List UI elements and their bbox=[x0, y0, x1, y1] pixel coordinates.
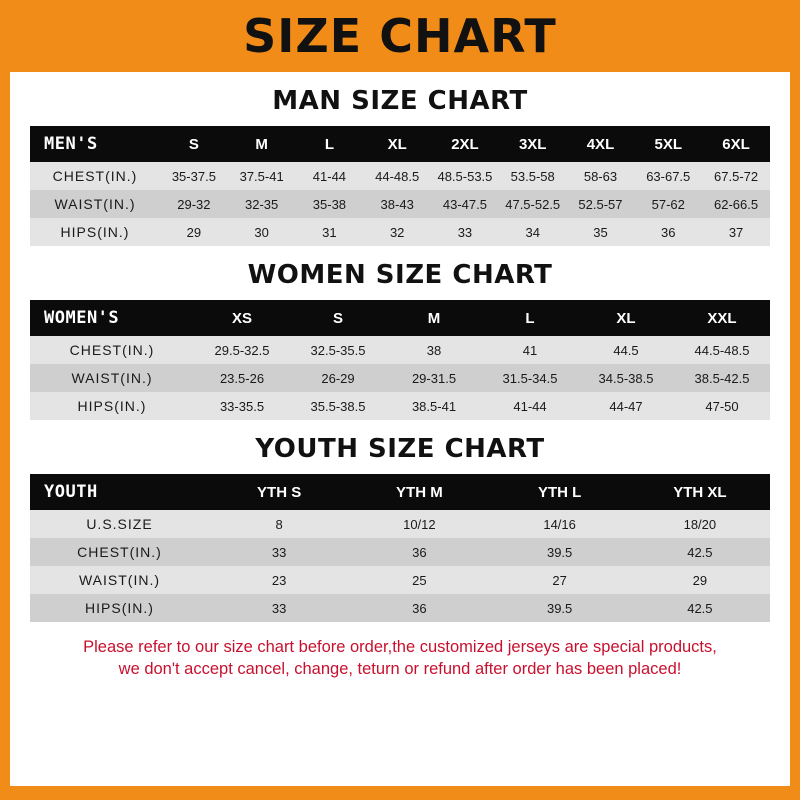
table-cell: 34.5-38.5 bbox=[598, 370, 654, 386]
table-header-row bbox=[30, 300, 770, 336]
table-cell: 33 bbox=[271, 600, 287, 616]
table-cell: 44-48.5 bbox=[375, 168, 420, 184]
table-row bbox=[30, 510, 770, 538]
men-corner-label: MEN'S bbox=[44, 134, 98, 154]
table-row bbox=[30, 538, 770, 566]
table-cell: 57-62 bbox=[651, 196, 685, 212]
table-cell: 8 bbox=[275, 516, 283, 532]
table-cell: 38-43 bbox=[380, 196, 414, 212]
women-col-header: L bbox=[525, 309, 535, 327]
table-cell: 23 bbox=[271, 572, 287, 588]
table-cell: 32.5-35.5 bbox=[310, 342, 366, 358]
men-col-header: 5XL bbox=[654, 135, 682, 153]
men-col-header: XL bbox=[387, 135, 407, 153]
row-label: CHEST(IN.) bbox=[77, 544, 162, 560]
table-header-row bbox=[30, 126, 770, 162]
women-col-header: M bbox=[427, 309, 441, 327]
table-cell: 33 bbox=[457, 224, 473, 240]
row-label: CHEST(IN.) bbox=[69, 342, 155, 358]
table-cell: 67.5-72 bbox=[714, 168, 759, 184]
table-row bbox=[30, 392, 770, 420]
women-size-table bbox=[30, 300, 770, 420]
youth-col-header: YTH S bbox=[257, 483, 302, 501]
row-label: HIPS(IN.) bbox=[85, 600, 154, 616]
men-col-header: L bbox=[324, 135, 334, 153]
table-cell: 35-37.5 bbox=[171, 168, 216, 184]
men-table-body bbox=[30, 162, 770, 246]
table-row bbox=[30, 594, 770, 622]
table-header-row bbox=[30, 474, 770, 510]
footer-note bbox=[48, 636, 752, 681]
men-col-header: 4XL bbox=[586, 135, 615, 153]
youth-col-header: YTH L bbox=[537, 483, 582, 501]
section-youth bbox=[30, 434, 770, 622]
table-cell: 63-67.5 bbox=[646, 168, 691, 184]
table-cell: 37 bbox=[728, 224, 744, 240]
youth-table-body bbox=[30, 510, 770, 622]
table-cell: 29 bbox=[186, 224, 202, 240]
table-cell: 32-35 bbox=[245, 196, 279, 212]
table-cell: 29-31.5 bbox=[411, 370, 457, 386]
table-cell: 36 bbox=[412, 600, 427, 616]
table-cell: 31.5-34.5 bbox=[502, 370, 558, 386]
table-cell: 35.5-38.5 bbox=[310, 398, 366, 414]
section-men bbox=[30, 86, 770, 246]
table-cell: 14/16 bbox=[543, 516, 576, 532]
table-cell: 41 bbox=[522, 342, 538, 358]
table-cell: 18/20 bbox=[683, 516, 717, 532]
table-cell: 36 bbox=[661, 224, 676, 240]
table-cell: 37.5-41 bbox=[239, 168, 284, 184]
row-label: WAIST(IN.) bbox=[71, 370, 153, 386]
footer-note-line-1: Please refer to our size chart before order,the customized jerseys are special products, bbox=[83, 638, 717, 656]
table-cell: 41-44 bbox=[513, 398, 547, 414]
footer-note-line-2: we don't accept cancel, change, teturn or refund after order has been placed! bbox=[118, 660, 682, 679]
table-cell: 34 bbox=[525, 224, 540, 240]
page-title: SIZE CHART bbox=[243, 9, 557, 63]
table-cell: 31 bbox=[322, 224, 337, 240]
table-cell: 44.5-48.5 bbox=[694, 342, 750, 358]
women-col-header: XL bbox=[616, 309, 636, 327]
table-cell: 41-44 bbox=[312, 168, 347, 184]
section-title-men: MAN SIZE CHART bbox=[272, 86, 528, 116]
table-row bbox=[30, 190, 770, 218]
youth-col-header: YTH XL bbox=[673, 483, 727, 501]
row-label: HIPS(IN.) bbox=[60, 224, 130, 240]
row-label: CHEST(IN.) bbox=[52, 168, 138, 184]
header-band bbox=[10, 0, 790, 72]
table-cell: 10/12 bbox=[403, 516, 436, 532]
youth-col-header: YTH M bbox=[396, 483, 443, 501]
men-size-table bbox=[30, 126, 770, 246]
table-row bbox=[30, 218, 770, 246]
table-cell: 38 bbox=[426, 342, 442, 358]
table-cell: 39.5 bbox=[546, 600, 573, 616]
table-cell: 39.5 bbox=[546, 544, 573, 560]
table-row bbox=[30, 336, 770, 364]
table-cell: 35-38 bbox=[312, 196, 347, 212]
women-col-header: XXL bbox=[707, 309, 737, 327]
men-col-header: 3XL bbox=[518, 135, 547, 153]
table-cell: 48.5-53.5 bbox=[437, 168, 493, 184]
table-cell: 29.5-32.5 bbox=[214, 342, 270, 358]
table-row bbox=[30, 162, 770, 190]
table-cell: 58-63 bbox=[583, 168, 618, 184]
table-cell: 30 bbox=[254, 224, 269, 240]
table-cell: 47.5-52.5 bbox=[505, 196, 561, 212]
table-cell: 35 bbox=[593, 224, 608, 240]
men-col-header: 6XL bbox=[722, 135, 750, 153]
youth-table-head bbox=[30, 474, 770, 510]
table-cell: 29-32 bbox=[177, 196, 211, 212]
table-cell: 43-47.5 bbox=[442, 196, 487, 212]
row-label: WAIST(IN.) bbox=[54, 196, 136, 212]
table-cell: 25 bbox=[412, 572, 427, 588]
table-cell: 23.5-26 bbox=[219, 370, 265, 386]
table-row bbox=[30, 566, 770, 594]
women-table-body bbox=[30, 336, 770, 420]
table-cell: 47-50 bbox=[705, 398, 739, 414]
men-col-header: 2XL bbox=[451, 135, 479, 153]
table-cell: 29 bbox=[692, 572, 708, 588]
section-title-women: WOMEN SIZE CHART bbox=[247, 260, 553, 290]
table-cell: 62-66.5 bbox=[714, 196, 759, 212]
men-table-head bbox=[30, 126, 770, 162]
table-cell: 52.5-57 bbox=[578, 196, 623, 212]
table-row bbox=[30, 364, 770, 392]
table-cell: 44-47 bbox=[609, 398, 643, 414]
table-cell: 44.5 bbox=[613, 342, 639, 358]
table-cell: 42.5 bbox=[687, 600, 713, 616]
women-table-head bbox=[30, 300, 770, 336]
men-col-header: M bbox=[255, 135, 268, 153]
men-col-header: S bbox=[188, 135, 199, 153]
table-cell: 33 bbox=[271, 544, 287, 560]
women-corner-label: WOMEN'S bbox=[44, 308, 120, 328]
youth-size-table bbox=[30, 474, 770, 622]
row-label: HIPS(IN.) bbox=[77, 398, 147, 414]
table-cell: 33-35.5 bbox=[219, 398, 265, 414]
row-label: WAIST(IN.) bbox=[78, 572, 161, 588]
women-col-header: XS bbox=[231, 309, 252, 327]
section-women bbox=[30, 260, 770, 420]
table-cell: 42.5 bbox=[687, 544, 713, 560]
table-cell: 36 bbox=[412, 544, 427, 560]
youth-corner-label: YOUTH bbox=[44, 482, 98, 502]
row-label: U.S.SIZE bbox=[86, 516, 153, 532]
section-title-youth: YOUTH SIZE CHART bbox=[255, 434, 545, 464]
table-cell: 38.5-41 bbox=[411, 398, 457, 414]
table-cell: 26-29 bbox=[321, 370, 355, 386]
content-area bbox=[10, 86, 790, 681]
table-cell: 32 bbox=[389, 224, 405, 240]
table-cell: 53.5-58 bbox=[510, 168, 555, 184]
bottom-band bbox=[10, 786, 790, 800]
table-cell: 38.5-42.5 bbox=[694, 370, 750, 386]
women-col-header: S bbox=[332, 309, 343, 327]
table-cell: 27 bbox=[552, 572, 567, 588]
